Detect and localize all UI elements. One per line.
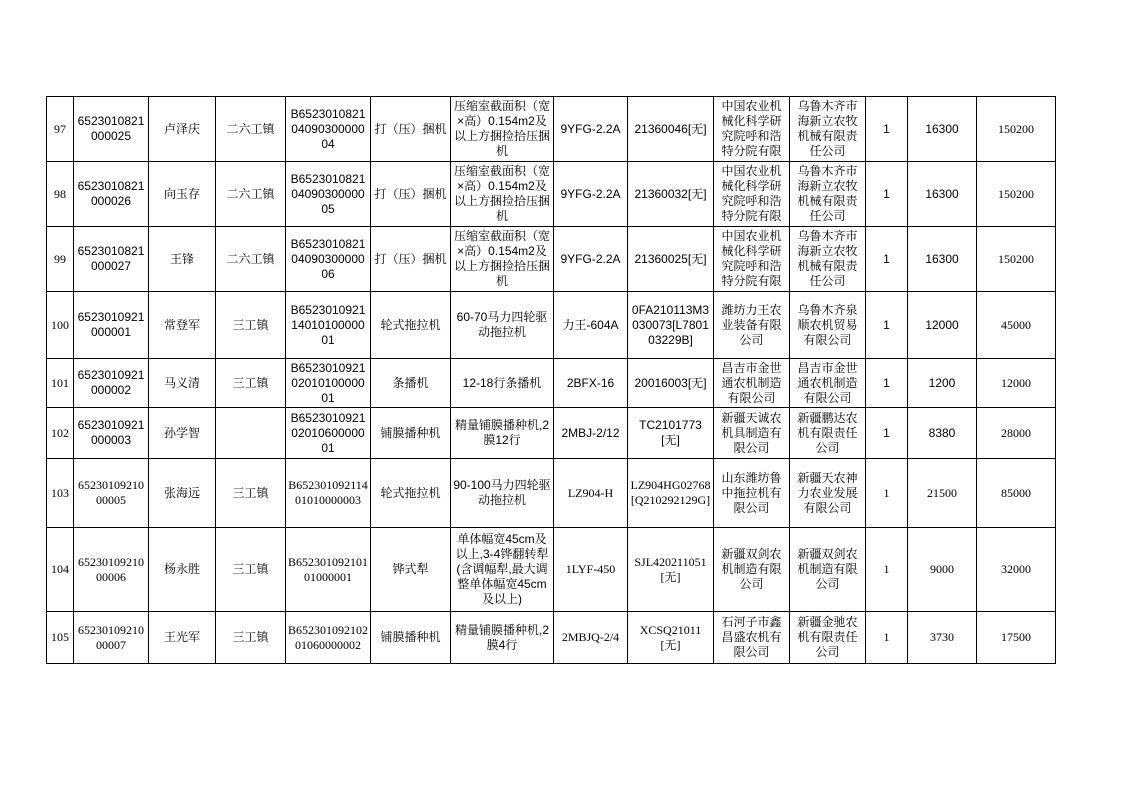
- factory-number-cell: XCSQ21011[无]: [628, 612, 714, 664]
- town-cell: 二六工镇: [216, 162, 286, 227]
- row-number-cell: 104: [47, 528, 74, 612]
- applicant-code-cell: 6523010821000025: [74, 97, 149, 162]
- table-row: [47, 528, 1056, 612]
- row-number-cell: 101: [47, 359, 74, 408]
- factory-number-cell: 20016003[无]: [628, 359, 714, 408]
- ledger-number-cell: B65230108210409030000006: [286, 227, 371, 292]
- row-number-cell: 99: [47, 227, 74, 292]
- table-row: [47, 162, 1056, 227]
- applicant-name-cell: 向玉存: [149, 162, 216, 227]
- price-cell: 45000: [977, 292, 1056, 359]
- row-number-cell: 100: [47, 292, 74, 359]
- table-row: [47, 459, 1056, 528]
- quantity-cell: 1: [866, 292, 908, 359]
- dealer-cell: 新疆天农神力农业发展有限公司: [790, 459, 866, 528]
- price-cell: 12000: [977, 359, 1056, 408]
- spec-cell: 压缩室截面积（宽×高）0.154m2及以上方捆捡拾压捆机: [451, 162, 554, 227]
- ledger-number-cell: B65230108210409030000005: [286, 162, 371, 227]
- subsidy-cell: 16300: [908, 97, 977, 162]
- dealer-cell: 新疆鹏达农机有限责任公司: [790, 408, 866, 459]
- factory-number-cell: 21360032[无]: [628, 162, 714, 227]
- machine-type-cell: 轮式拖拉机: [371, 459, 451, 528]
- table-row: [47, 292, 1056, 359]
- table-row: [47, 408, 1056, 459]
- factory-number-cell: TC2101773[无]: [628, 408, 714, 459]
- model-cell: 2MBJQ-2/4: [554, 612, 628, 664]
- row-number-cell: 98: [47, 162, 74, 227]
- town-cell: 三工镇: [216, 528, 286, 612]
- model-cell: 9YFG-2.2A: [554, 162, 628, 227]
- factory-number-cell: 0FA210113M3030073[L780103229B]: [628, 292, 714, 359]
- table-row: [47, 612, 1056, 664]
- spec-cell: 压缩室截面积（宽×高）0.154m2及以上方捆捡拾压捆机: [451, 97, 554, 162]
- row-number-cell: 97: [47, 97, 74, 162]
- spec-cell: 90-100马力四轮驱动拖拉机: [451, 459, 554, 528]
- table-row: [47, 227, 1056, 292]
- applicant-name-cell: 卢泽庆: [149, 97, 216, 162]
- manufacturer-cell: 昌吉市金世通农机制造有限公司: [714, 359, 790, 408]
- model-cell: LZ904-H: [554, 459, 628, 528]
- manufacturer-cell: 潍坊力王农业装备有限公司: [714, 292, 790, 359]
- price-cell: 150200: [977, 227, 1056, 292]
- manufacturer-cell: 中国农业机械化科学研究院呼和浩特分院有限: [714, 227, 790, 292]
- subsidy-cell: 16300: [908, 227, 977, 292]
- quantity-cell: 1: [866, 612, 908, 664]
- factory-number-cell: SJL420211051[无]: [628, 528, 714, 612]
- town-cell: 三工镇: [216, 292, 286, 359]
- subsidy-cell: 16300: [908, 162, 977, 227]
- ledger-number-cell: B65230109211401010000003: [286, 459, 371, 528]
- dealer-cell: 乌鲁木齐市海新立农牧机械有限责任公司: [790, 162, 866, 227]
- spec-cell: 60-70马力四轮驱动拖拉机: [451, 292, 554, 359]
- town-cell: 二六工镇: [216, 227, 286, 292]
- manufacturer-cell: 中国农业机械化科学研究院呼和浩特分院有限: [714, 97, 790, 162]
- quantity-cell: 1: [866, 408, 908, 459]
- price-cell: 150200: [977, 97, 1056, 162]
- row-number-cell: 102: [47, 408, 74, 459]
- factory-number-cell: LZ904HG02768[Q210292129G]: [628, 459, 714, 528]
- dealer-cell: 新疆双剑农机制造有限公司: [790, 528, 866, 612]
- row-number-cell: 103: [47, 459, 74, 528]
- spec-cell: 12-18行条播机: [451, 359, 554, 408]
- spec-cell: 压缩室截面积（宽×高）0.154m2及以上方捆捡拾压捆机: [451, 227, 554, 292]
- machine-type-cell: 打（压）捆机: [371, 227, 451, 292]
- applicant-code-cell: 6523010921000005: [74, 459, 149, 528]
- price-cell: 150200: [977, 162, 1056, 227]
- manufacturer-cell: 中国农业机械化科学研究院呼和浩特分院有限: [714, 162, 790, 227]
- table-row: [47, 97, 1056, 162]
- price-cell: 32000: [977, 528, 1056, 612]
- applicant-name-cell: 常登军: [149, 292, 216, 359]
- quantity-cell: 1: [866, 227, 908, 292]
- ledger-number-cell: B65230108210409030000004: [286, 97, 371, 162]
- subsidy-cell: 12000: [908, 292, 977, 359]
- subsidy-cell: 9000: [908, 528, 977, 612]
- quantity-cell: 1: [866, 97, 908, 162]
- spec-cell: 精量铺膜播种机,2膜12行: [451, 408, 554, 459]
- table-row: [47, 359, 1056, 408]
- dealer-cell: 乌鲁木齐泉顺农机贸易有限公司: [790, 292, 866, 359]
- factory-number-cell: 21360046[无]: [628, 97, 714, 162]
- subsidy-cell: 3730: [908, 612, 977, 664]
- spec-cell: 单体幅宽45cm及以上,3-4铧翻转犁(含调幅犁,最大调整单体幅宽45cm及以上): [451, 528, 554, 612]
- price-cell: 28000: [977, 408, 1056, 459]
- model-cell: 1LYF-450: [554, 528, 628, 612]
- dealer-cell: 新疆金驰农机有限责任公司: [790, 612, 866, 664]
- manufacturer-cell: 新疆天诚农机具制造有限公司: [714, 408, 790, 459]
- subsidy-cell: 1200: [908, 359, 977, 408]
- manufacturer-cell: 新疆双剑农机制造有限公司: [714, 528, 790, 612]
- town-cell: 三工镇: [216, 459, 286, 528]
- quantity-cell: 1: [866, 528, 908, 612]
- model-cell: 9YFG-2.2A: [554, 227, 628, 292]
- machine-type-cell: 打（压）捆机: [371, 162, 451, 227]
- price-cell: 85000: [977, 459, 1056, 528]
- machine-type-cell: 铺膜播种机: [371, 408, 451, 459]
- machine-type-cell: 轮式拖拉机: [371, 292, 451, 359]
- machine-type-cell: 铺膜播种机: [371, 612, 451, 664]
- quantity-cell: 1: [866, 162, 908, 227]
- applicant-code-cell: 6523010821000027: [74, 227, 149, 292]
- applicant-name-cell: 张海远: [149, 459, 216, 528]
- quantity-cell: 1: [866, 459, 908, 528]
- spec-cell: 精量铺膜播种机,2膜4行: [451, 612, 554, 664]
- applicant-name-cell: 王光军: [149, 612, 216, 664]
- applicant-code-cell: 6523010821000026: [74, 162, 149, 227]
- applicant-name-cell: 马义清: [149, 359, 216, 408]
- subsidy-cell: 8380: [908, 408, 977, 459]
- ledger-number-cell: B65230109211401010000001: [286, 292, 371, 359]
- dealer-cell: 乌鲁木齐市海新立农牧机械有限责任公司: [790, 97, 866, 162]
- dealer-cell: 昌吉市金世通农机制造有限公司: [790, 359, 866, 408]
- ledger-number-cell: B65230109210201060000002: [286, 612, 371, 664]
- applicant-name-cell: 杨永胜: [149, 528, 216, 612]
- dealer-cell: 乌鲁木齐市海新立农牧机械有限责任公司: [790, 227, 866, 292]
- applicant-name-cell: 孙学智: [149, 408, 216, 459]
- machine-type-cell: 条播机: [371, 359, 451, 408]
- town-cell: 三工镇: [216, 612, 286, 664]
- applicant-code-cell: 6523010921000002: [74, 359, 149, 408]
- price-cell: 17500: [977, 612, 1056, 664]
- ledger-number-cell: B65230109210101000001: [286, 528, 371, 612]
- subsidy-cell: 21500: [908, 459, 977, 528]
- town-cell: [216, 408, 286, 459]
- applicant-code-cell: 6523010921000001: [74, 292, 149, 359]
- row-number-cell: 105: [47, 612, 74, 664]
- factory-number-cell: 21360025[无]: [628, 227, 714, 292]
- town-cell: 二六工镇: [216, 97, 286, 162]
- manufacturer-cell: 山东潍坊鲁中拖拉机有限公司: [714, 459, 790, 528]
- ledger-number-cell: B65230109210201060000001: [286, 408, 371, 459]
- ledger-number-cell: B65230109210201010000001: [286, 359, 371, 408]
- subsidy-table: [46, 96, 1056, 664]
- model-cell: 2BFX-16: [554, 359, 628, 408]
- machine-type-cell: 铧式犁: [371, 528, 451, 612]
- quantity-cell: 1: [866, 359, 908, 408]
- applicant-code-cell: 6523010921000006: [74, 528, 149, 612]
- manufacturer-cell: 石河子市鑫昌盛农机有限公司: [714, 612, 790, 664]
- applicant-code-cell: 6523010921000007: [74, 612, 149, 664]
- model-cell: 2MBJ-2/12: [554, 408, 628, 459]
- model-cell: 力王-604A: [554, 292, 628, 359]
- applicant-code-cell: 6523010921000003: [74, 408, 149, 459]
- town-cell: 三工镇: [216, 359, 286, 408]
- machine-type-cell: 打（压）捆机: [371, 97, 451, 162]
- model-cell: 9YFG-2.2A: [554, 97, 628, 162]
- applicant-name-cell: 王锋: [149, 227, 216, 292]
